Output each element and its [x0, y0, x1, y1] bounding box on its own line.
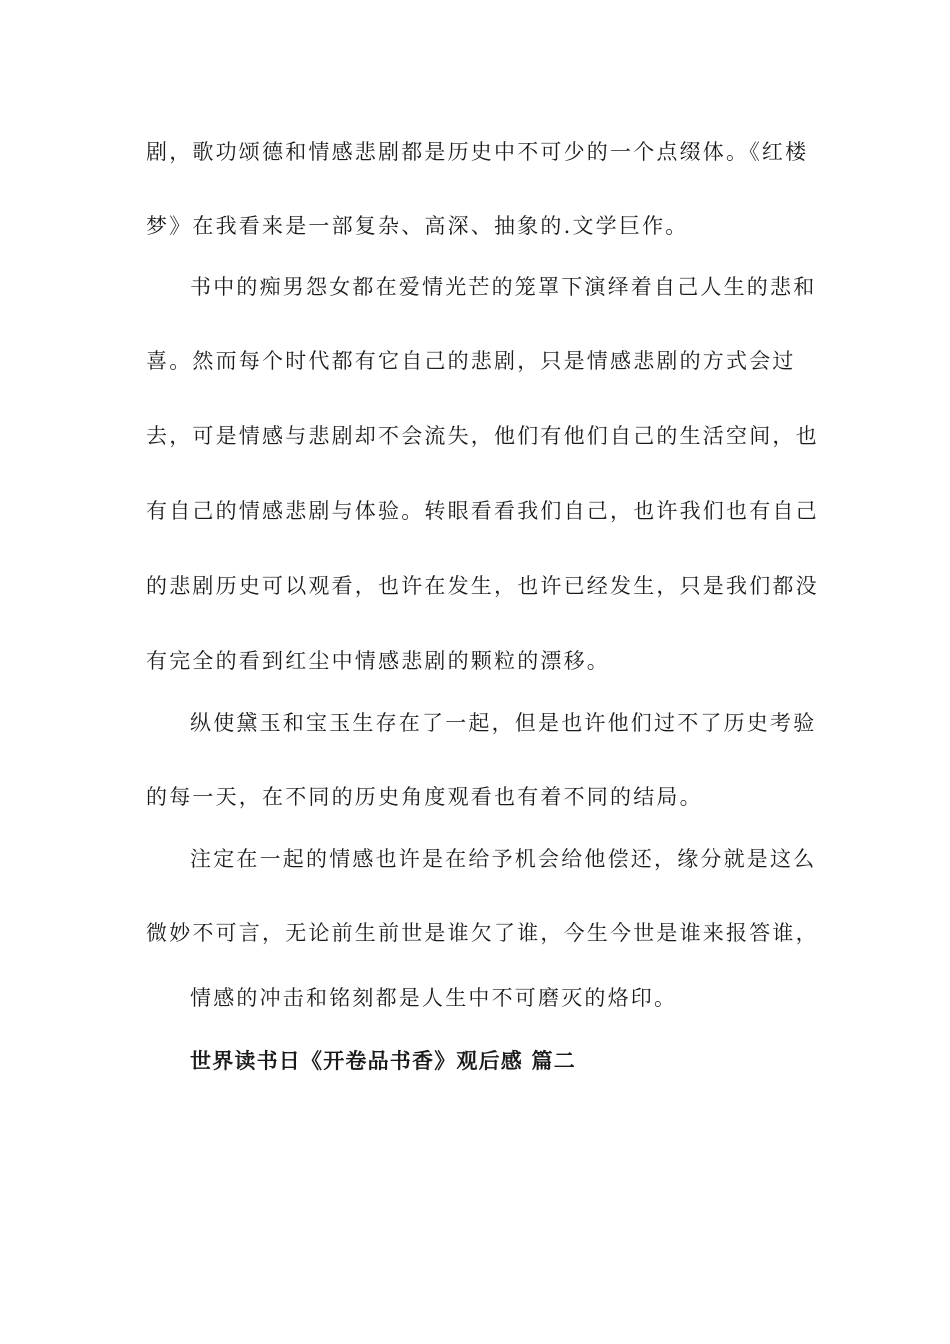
text-line: 梦》在我看来是一部复杂、高深、抽象的.文学巨作。 [146, 214, 689, 238]
paragraph-start-line: 注定在一起的情感也许是在给予机会给他偿还，缘分就是这么 [190, 847, 817, 871]
text-line: 去，可是情感与悲剧却不会流失，他们有他们自己的生活空间，也 [146, 424, 819, 448]
paragraph-start-line: 纵使黛玉和宝玉生存在了一起，但是也许他们过不了历史考验 [190, 711, 817, 735]
text-line: 剧，歌功颂德和情感悲剧都是历史中不可少的一个点缀体。《红楼 [146, 140, 809, 164]
text-line: 喜。然而每个时代都有它自己的悲剧，只是情感悲剧的方式会过 [146, 349, 796, 373]
section-heading: 世界读书日《开卷品书香》观后感 篇二 [190, 1049, 576, 1073]
text-line: 有自己的情感悲剧与体验。转眼看看我们自己，也许我们也有自己 [146, 499, 819, 523]
text-line: 的每一天，在不同的历史角度观看也有着不同的结局。 [146, 785, 703, 809]
paragraph-start-line: 书中的痴男怨女都在爱情光芒的笼罩下演绎着自己人生的悲和 [190, 275, 817, 299]
text-line: 微妙不可言，无论前生前世是谁欠了谁，今生今世是谁来报答谁， [146, 921, 819, 945]
text-line: 的悲剧历史可以观看，也许在发生，也许已经发生，只是我们都没 [146, 574, 819, 598]
paragraph-start-line: 情感的冲击和铭刻都是人生中不可磨灭的烙印。 [190, 986, 678, 1010]
text-line: 有完全的看到红尘中情感悲剧的颗粒的漂移。 [146, 649, 610, 673]
